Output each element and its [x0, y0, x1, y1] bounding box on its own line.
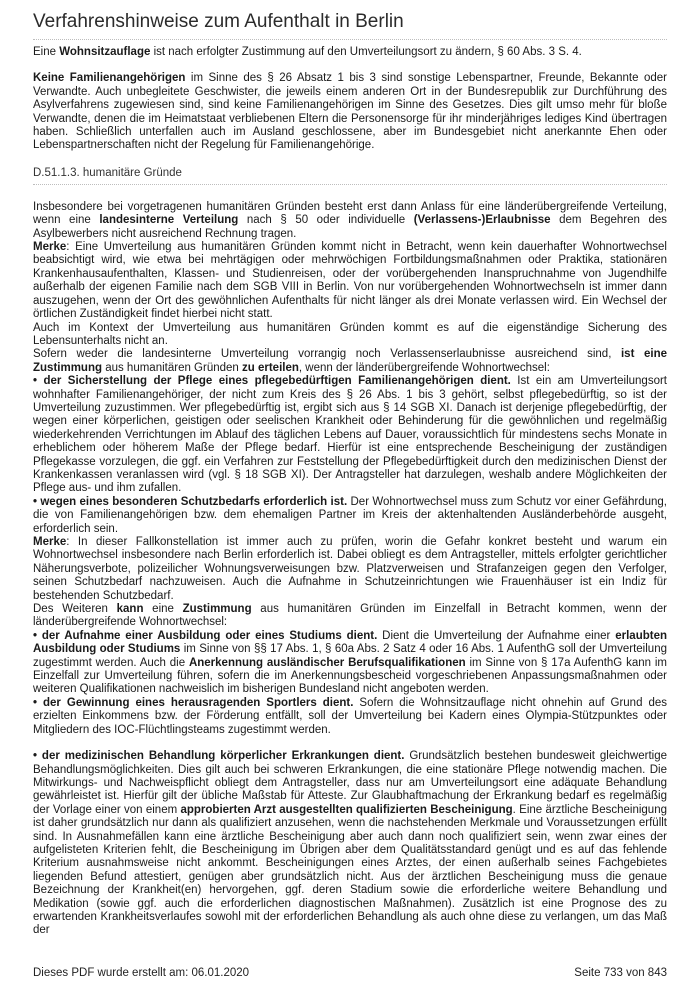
bold-text: kann	[116, 603, 144, 616]
paragraph-wohnsitzauflage	[33, 46, 667, 59]
section-heading: D.51.1.3. humanitäre Gründe	[33, 166, 667, 185]
bold-text: erlaubten Ausbildung oder Studiums	[33, 629, 667, 656]
text: im Sinne von §§ 17 Abs. 1, § 60a Abs. 2 Satz 4 oder 16 Abs. 1 AufenthG soll der Umverteilung zugestimmt werden. Auch die	[33, 643, 667, 669]
bold-text: landesinterne Verteilung	[99, 214, 239, 227]
text: Ist ein am Umverteilungsort wohnhafter Familienangehöriger, der nicht zum Kreis des § 26 Abs. 1 bis 3 gehört, selbst pflegebedürftig, so ist der Umverteilung zuzustimmen. Wer pflegebedürftig ist, ergibt sich aus § 14 SGB XI. Danach ist derjenige pflegebedürftig, der wegen einer körperlichen, geistigen oder seelischen Krankheit oder Behinderung für die gewöhnlichen und regelmäßig wiederkehrenden Verrichtungen im Ablauf des täglichen Lebens auf Dauer, voraussichtlich für mindestens sechs Monate in erheblichem oder höherem Maße der Pflege bedarf. Hierfür ist eine entsprechende Bescheinigung der zuständigen Pflegekasse vorzulegen, die ggf. ein Verfahren zur Feststellung der Pflegebedürftigkeit durch den medizinischen Dienst der Krankenkassen veranlassen wird (vgl. § 18 SGB XI). Der Antragsteller hat darzulegen, weshalb andere Möglichkeiten der Pflege aus- und ihm zufallen.	[33, 375, 667, 495]
footer-created-date: Dieses PDF wurde erstellt am: 06.01.2020	[33, 967, 250, 979]
text: im Sinne von § 17a AufenthG kann im Einzelfall zur Umverteilung führen, sofern die im Anerkennungsbescheid vorgeschriebenen Anpassungsmaßnahmen oder weiteren Qualifikationen nachweislich im bisherigen Bundesland nicht angeboten werden.	[33, 656, 667, 696]
paragraph-zustimmung	[33, 348, 667, 375]
bullet-sportler	[33, 697, 667, 737]
paragraph-familienangehoerige	[33, 72, 667, 152]
bullet-medizinische-behandlung	[33, 750, 667, 938]
page-title: Verfahrenshinweise zum Aufenthalt in Berlin	[33, 10, 667, 40]
bold-text: zu erteilen	[242, 361, 299, 374]
text: aus humanitären Gründen im Einzelfall in Betracht kommen, wenn der länderübergreifende Wohnortwechsel:	[33, 603, 668, 629]
paragraph-landesinterne-verteilung	[33, 201, 667, 241]
bold-text: • wegen eines besonderen Schutzbedarfs erforderlich ist.	[33, 495, 348, 508]
bold-text: Zustimmung	[182, 603, 252, 616]
bold-text: ist eine Zustimmung	[33, 348, 667, 374]
text: : In dieser Fallkonstellation ist immer auch zu prüfen, worin die Gefahr konkret besteht und warum ein Wohnortwechsel insbesondere nach Berlin erforderlich ist. Dabei obliegt es dem Antragsteller, mittels erfolgter gerichtlicher Näherungsverbote, polizeilicher Wohnungsverweisungen bzw. Platzverweisen und Strafanzeigen gegen den Verfolger, seinen Schutzbedarf nachzuweisen. Auch die Aufnahme in Schutzeinrichtungen wie Frauenhäuser ist ein Indiz für bestehenden Schutzbedarf.	[33, 536, 667, 602]
text: Dient die Umverteilung der Aufnahme einer	[377, 629, 616, 642]
bold-text: Anerkennung ausländischer Berufsqualifikationen	[188, 656, 466, 669]
paragraph-des-weiteren	[33, 603, 667, 630]
paragraph-merke-1	[33, 241, 667, 321]
bold-text: • der medizinischen Behandlung körperlicher Erkrankungen dient.	[33, 750, 405, 763]
text: aus humanitären Gründen	[102, 361, 243, 374]
bullet-ausbildung	[33, 630, 667, 697]
text: im Sinne des § 26 Absatz 1 bis 3 sind sonstige Lebenspartner, Freunde, Bekannte oder Verwandte. Auch unbegleitete Geschwister, die jeweils einem anderen Ort in der Bundesrepublik zur Durchführung des Asylverfahrens zugewiesen sind, sind keine Familienangehörigen im Sinne des Gesetzes. Dies gilt umso mehr für bloße Verwandte, denen die im Heimatstaat verbliebenen Eltern die Personensorge für ihr minderjähriges lediges Kind übertragen haben. Schließlich unterfallen auch im Ausland geschlossene, aber im Bundesgebiet nicht anerkannte Ehen oder Lebenspartnerschaften nicht der Regelung für Familienangehörige.	[33, 72, 668, 152]
bullet-schutzbedarf	[33, 496, 667, 536]
text: , wenn der länderübergreifende Wohnortwechsel:	[298, 361, 550, 374]
text: Grundsätzlich bestehen bundesweit gleichwertige Behandlungsmöglichkeiten. Dies gilt auch bei schweren Erkrankungen, die eine stationäre Pflege notwendig machen. Die Mitwirkungs- und Nachweispflicht obliegt dem Antragsteller, dass nur am Umverteilungsort eine adäquate Behandlung gewährleistet ist. Hierfür gilt der übliche Maßstab für Atteste. Zur Glaubhaftmachung der Erkrankung bedarf es regelmäßig der Vorlage einer von einem	[33, 750, 667, 816]
bold-text: Merke	[33, 536, 67, 548]
text: nach § 50 oder individuelle	[238, 214, 414, 227]
text: Der Wohnortwechsel muss zum Schutz vor einer Gefährdung, die von Familienangehörigen bzw. dem ehemaligen Partner im Kreis der aktenhaltenden Ausländerbehörde ausgeht, erforderlich sein.	[33, 495, 667, 535]
bold-text: (Verlassens-)Erlaubnisse	[413, 214, 551, 227]
text: ist nach erfolgter Zustimmung auf den Umverteilungsort zu ändern, § 60 Abs. 3 S. 4.	[150, 46, 582, 58]
text: Eine	[33, 46, 60, 58]
bold-text: Merke	[33, 241, 67, 254]
bold-text: • der Aufnahme einer Ausbildung oder eines Studiums dient.	[33, 629, 378, 642]
text: eine	[143, 603, 183, 616]
text: Des Weiteren	[33, 603, 117, 616]
text: Sofern weder die landesinterne Umverteilung vorrangig noch Verlassenserlaubnisse ausreichend sind,	[33, 348, 621, 361]
page-footer	[33, 967, 667, 979]
bold-text: Wohnsitzauflage	[59, 46, 151, 58]
footer-page-number: Seite 733 von 843	[574, 967, 667, 979]
text: . Eine ärztliche Bescheinigung ist daher grundsätzlich nur dann als qualifiziert anzusehen, wenn die nachstehenden Merkmale und Voraussetzungen erfüllt sind. In Ausnahmefällen kann eine ärztliche Bescheinigung aber auch dann noch qualifiziert sein, wenn zwar eines der aufgelisteten Kriterien fehlt, die Bescheinigung im Übrigen aber dem Qualitätsstandard genügt und es auf das fehlende Kriterium ausnahmsweise nicht ankommt. Bescheinigungen eines Arztes, der einen außerhalb seines Fachgebietes liegenden Befund attestiert, genügen aber grundsätzlich nicht. Aus der ärztlichen Bescheinigung muss die genaue Bezeichnung der Krankheit(en) hervorgehen, ggf. deren Stadium sowie die erforderliche weitere Behandlung und Medikation (sowie ggf. auch die erforderlichen diagnostischen Maßnahmen). Zusätzlich ist eine Prognose des zu erwartenden Krankheitsverlaufes sowohl mit der erforderlichen Behandlung als auch ohne diese zu verlangen, um das Maß der	[33, 803, 667, 937]
text: Sofern die Wohnsitzauflage nicht ohnehin auf Grund des erzielten Einkommens bzw. der Förderung entfällt, soll der Umverteilung bei Kadern eines Olympia-Stützpunktes oder Mitgliedern des IOC-Flüchtlingsteams zugestimmt werden.	[33, 696, 667, 736]
text: Insbesondere bei vorgetragenen humanitären Gründen besteht erst dann Anlass für eine länderübergreifende Verteilung, wenn eine	[33, 200, 667, 227]
bold-text: Keine Familienangehörigen	[33, 72, 186, 85]
text: dem Begehren des Asylbewerbers nicht ausreichend Rechnung tragen.	[33, 214, 667, 240]
document-page	[33, 8, 667, 938]
bullet-pflege	[33, 375, 667, 496]
text: : Eine Umverteilung aus humanitären Gründen kommt nicht in Betracht, wenn kein dauerhafter Wohnortwechsel beabsichtigt wird, wie etwa bei mehrtägigen oder mehrwöchigen Fortbildungsmaßnahmen oder Praktika, stationären Krankenhausaufenthalten, Klassen- und Studienreisen, oder der vorübergehenden Inanspruchnahme von Jugendhilfe außerhalb der eigenen Familie nach dem SGB VIII in Berlin. Von nur vorübergehenden Wohnortwechseln ist immer dann auszugehen, wenn der Ort des gewöhnlichen Aufenthalts für nicht länger als drei Monate verlassen wird. Ein Wechsel der örtlichen Zuständigkeit findet hierbei nicht statt.	[33, 241, 667, 321]
bold-text: approbierten Arzt ausgestellten qualifizierten Bescheinigung	[180, 803, 513, 816]
paragraph-merke-2	[33, 536, 667, 603]
paragraph-lebensunterhalt: Auch im Kontext der Umverteilung aus humanitären Gründen kommt es auf die eigenständige Sicherung des Lebensunterhalts nicht an.	[33, 321, 667, 347]
bold-text: • der Sicherstellung der Pflege eines pflegebedürftigen Familienangehörigen dient.	[33, 375, 511, 388]
bold-text: • der Gewinnung eines herausragenden Sportlers dient.	[33, 696, 354, 709]
